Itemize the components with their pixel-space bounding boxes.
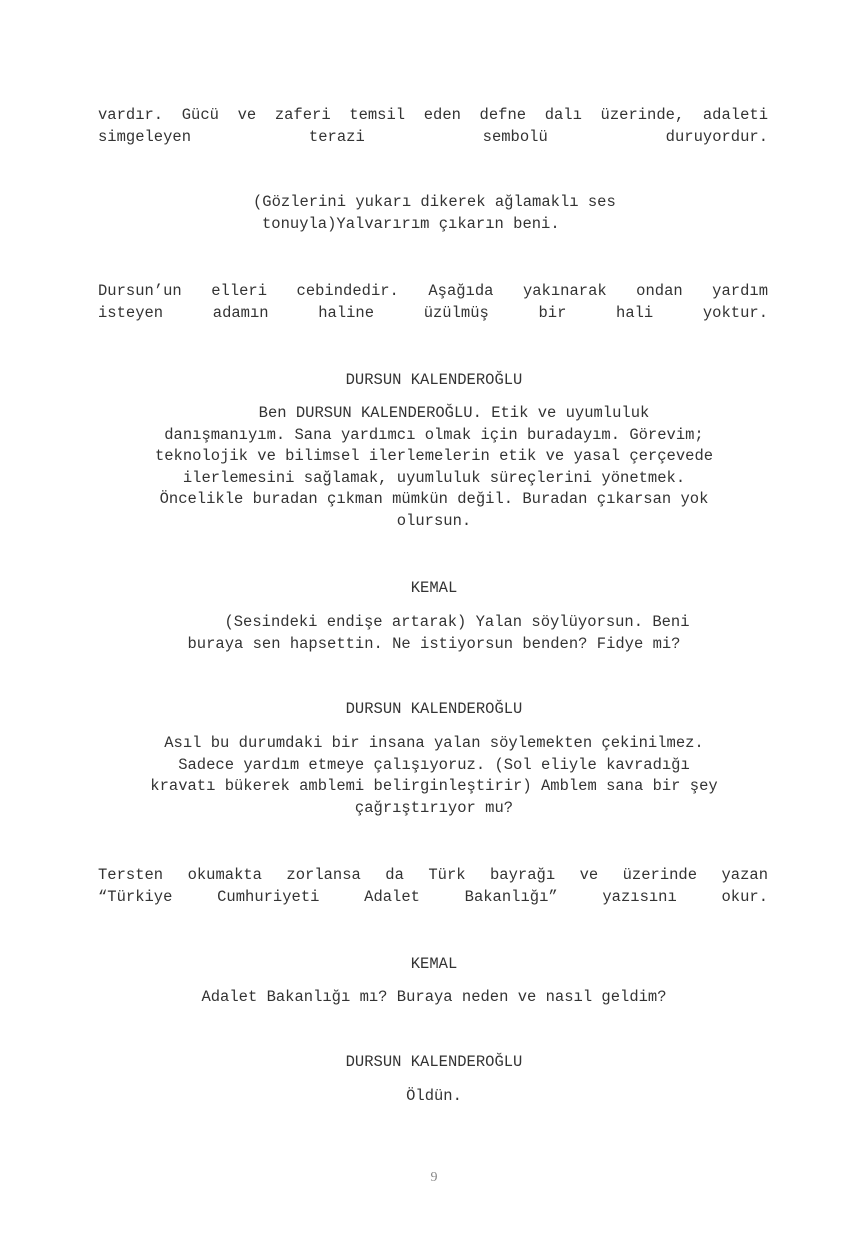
action-text	[98, 105, 768, 148]
parenthetical	[253, 192, 616, 235]
parenthetical-line: tonuyla)Yalvarırım çıkarın beni.	[262, 214, 560, 233]
action-line: isteyen adamın haline üzülmüş bir hali yoktur.	[98, 303, 768, 322]
dialogue-line: olursun.	[396, 511, 472, 530]
dialogue-line: kravatı bükerek amblemi belirginleştirir) Amblem sana bir şey	[150, 777, 718, 795]
action-text	[98, 281, 768, 324]
dialogue-line: Asıl bu durumdaki bir insana yalan söylemekten çekinilmez.	[164, 734, 704, 752]
parenthetical-line: (Gözlerini yukarı dikerek ağlamaklı ses	[253, 193, 616, 211]
dialogue-line: ilerlemesini sağlamak, uyumluluk süreçlerini yönetmek.	[182, 468, 686, 487]
action-line: vardır. Gücü ve zaferi temsil eden defne dalı üzerinde, adaleti	[98, 106, 768, 124]
dialogue-line: (Sesindeki endişe artarak) Yalan söylüyorsun. Beni	[224, 613, 690, 631]
dialogue: Adalet Bakanlığı mı? Buraya neden ve nasıl geldim?	[201, 988, 667, 1006]
dialogue-line: danışmanıyım. Sana yardımcı olmak için buradayım. Görevim;	[164, 425, 704, 444]
character-name: DURSUN KALENDEROĞLU	[345, 1053, 523, 1071]
dialogue-line: Ben DURSUN KALENDEROĞLU. Etik ve uyumluluk	[258, 404, 650, 422]
dialogue-line: teknolojik ve bilimsel ilerlemelerin etik ve yasal çerçevede	[154, 447, 714, 465]
dialogue-line: Öncelikle buradan çıkman mümkün değil. Buradan çıkarsan yok	[159, 490, 709, 508]
character-name: KEMAL	[410, 955, 458, 973]
character-name: DURSUN KALENDEROĞLU	[345, 700, 523, 718]
action-line: simgeleyen terazi sembolü duruyordur.	[98, 127, 768, 146]
dialogue: Öldün.	[406, 1087, 462, 1105]
dialogue-line: çağrıştırıyor mu?	[354, 798, 514, 817]
dialogue-line: Sadece yardım etmeye çalışıyoruz. (Sol eliyle kavradığı	[178, 755, 690, 774]
dialogue	[0, 733, 868, 819]
dialogue	[0, 403, 868, 532]
dialogue	[0, 612, 868, 655]
character-name: DURSUN KALENDEROĞLU	[345, 371, 523, 389]
page-number: 9	[430, 1170, 438, 1185]
action-text	[98, 865, 768, 908]
dialogue-line: buraya sen hapsettin. Ne istiyorsun benden? Fidye mi?	[187, 634, 681, 653]
action-line: “Türkiye Cumhuriyeti Adalet Bakanlığı” yazısını okur.	[98, 887, 768, 906]
action-line: Tersten okumakta zorlansa da Türk bayrağı ve üzerinde yazan	[98, 866, 768, 884]
character-name: KEMAL	[410, 579, 458, 597]
action-line: Dursun’un elleri cebindedir. Aşağıda yakınarak ondan yardım	[98, 282, 768, 300]
